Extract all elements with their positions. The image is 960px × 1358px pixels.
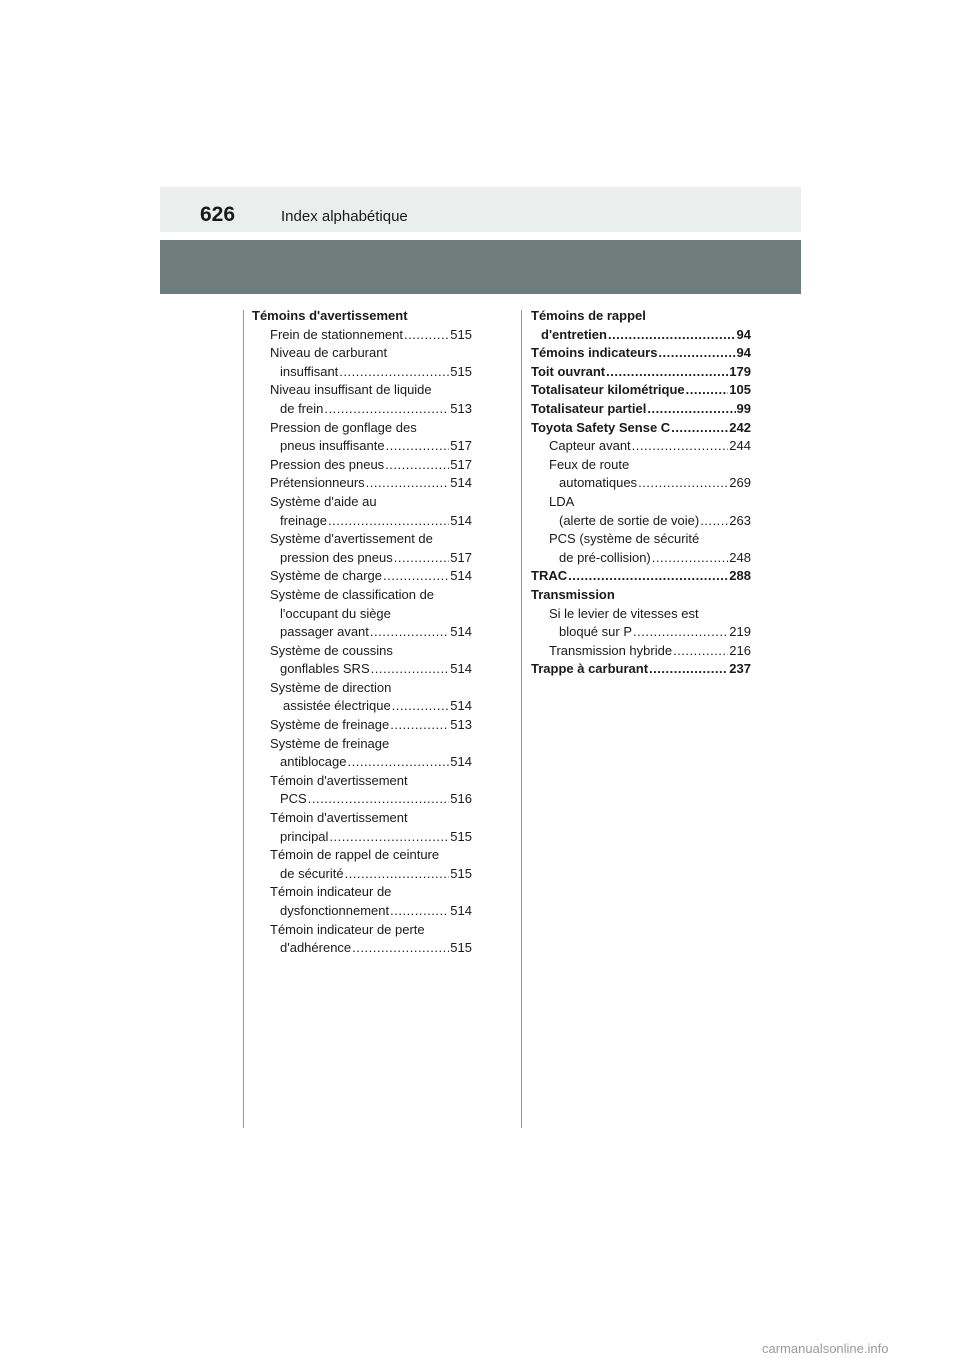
index-entry-page: 105 <box>729 382 751 398</box>
index-entry <box>252 605 472 624</box>
section-title: Index alphabétique <box>281 208 408 225</box>
index-entry <box>531 344 751 363</box>
index-entry <box>252 363 472 382</box>
index-entry <box>531 307 751 326</box>
index-entry <box>252 902 472 921</box>
dot-leader <box>568 567 728 586</box>
dot-leader <box>385 456 449 475</box>
index-entry-text: Frein de stationnement <box>270 326 403 342</box>
index-entry-text: Totalisateur partiel <box>531 400 647 416</box>
index-entry-text: Système de charge <box>270 568 383 584</box>
index-entry <box>252 679 472 698</box>
index-entry <box>252 456 472 475</box>
dot-leader <box>308 790 450 809</box>
index-entry-text: passager avant <box>280 624 369 640</box>
index-entry <box>252 753 472 772</box>
dot-leader <box>339 363 449 382</box>
index-entry-text: Système d'avertissement de <box>270 531 433 547</box>
dot-leader <box>404 326 449 345</box>
index-entry-text: Système de direction <box>270 679 392 695</box>
index-entry-text: principal <box>280 828 329 844</box>
page-number: 626 <box>200 203 236 226</box>
dot-leader <box>324 400 449 419</box>
index-entry-page: 248 <box>729 549 751 565</box>
index-entry-text: PCS (système de sécurité <box>549 531 700 547</box>
index-entry-text: Témoins d'avertissement <box>252 308 408 323</box>
index-entry <box>531 493 751 512</box>
index-entry-page: 219 <box>729 624 751 640</box>
index-entry <box>252 381 472 400</box>
index-entry <box>531 474 751 493</box>
index-entry <box>531 456 751 475</box>
dot-leader <box>383 567 449 586</box>
index-entry-page: 244 <box>729 438 751 454</box>
index-entry <box>252 400 472 419</box>
index-entry-text: Système de freinage <box>270 717 390 733</box>
index-entry <box>252 772 472 791</box>
index-entry <box>531 642 751 661</box>
index-entry <box>252 419 472 438</box>
index-entry-page: 269 <box>729 475 751 491</box>
header-bar <box>160 187 801 232</box>
dot-leader <box>673 642 728 661</box>
index-entry <box>531 363 751 382</box>
index-entry <box>252 586 472 605</box>
index-entry-text: pneus insuffisante <box>280 438 385 454</box>
middle-column-rule <box>521 310 522 1128</box>
index-entry-text: dysfonctionnement <box>280 903 390 918</box>
index-entry-text: antiblocage <box>280 754 347 770</box>
dot-leader <box>386 437 450 456</box>
index-entry <box>252 326 472 345</box>
index-entry-text: Niveau de carburant <box>270 345 388 361</box>
index-entry-text: Témoin de rappel de ceinture <box>270 847 440 863</box>
index-entry <box>252 846 472 865</box>
dot-leader <box>671 419 728 438</box>
index-entry <box>252 642 472 661</box>
index-entry-text: Toyota Safety Sense C <box>531 419 671 435</box>
index-entry-page: 514 <box>450 624 472 640</box>
index-entry-text: Pression des pneus <box>270 456 385 472</box>
dot-leader <box>658 344 735 363</box>
index-entry <box>531 419 751 438</box>
index-entry-text: Totalisateur kilométrique <box>531 382 685 398</box>
index-entry <box>252 567 472 586</box>
index-entry-text: Capteur avant <box>549 438 631 454</box>
index-entry <box>531 549 751 568</box>
index-entry <box>252 735 472 754</box>
index-entry <box>531 512 751 531</box>
index-entry-page: 514 <box>450 475 472 491</box>
index-entry-text: freinage <box>280 512 327 528</box>
index-entry-page: 514 <box>450 698 472 714</box>
index-entry-text: bloqué sur P <box>559 624 632 640</box>
index-entry <box>252 939 472 958</box>
index-entry-text: Témoin indicateur de <box>270 884 392 900</box>
index-entry-page: 237 <box>729 661 751 677</box>
index-entry-page: 513 <box>450 400 472 416</box>
index-entry-text: Système d'aide au <box>270 493 377 509</box>
index-entry-text: Témoins de rappel <box>531 308 646 323</box>
index-entry-text: TRAC <box>531 568 568 584</box>
index-entry <box>531 623 751 642</box>
index-entry-page: 263 <box>729 512 751 528</box>
index-entry-page: 514 <box>450 568 472 584</box>
index-entry <box>252 623 472 642</box>
index-entry-text: Toit ouvrant <box>531 363 606 379</box>
index-entry-text: Témoin d'avertissement <box>270 810 408 826</box>
index-entry-text: Feux de route <box>549 456 630 472</box>
index-entry-page: 514 <box>450 754 472 770</box>
index-entry <box>252 697 472 716</box>
index-entry-text: assistée électrique <box>283 698 391 714</box>
index-entry <box>252 474 472 493</box>
index-entry-page: 515 <box>450 326 472 342</box>
dot-leader <box>608 326 736 345</box>
index-entry-page: 514 <box>450 661 472 677</box>
index-entry-text: Trappe à carburant <box>531 661 649 677</box>
index-entry <box>531 381 751 400</box>
index-entry-text: l'occupant du siège <box>280 605 391 621</box>
dot-leader <box>366 474 450 493</box>
index-entry-text: (alerte de sortie de voie) <box>559 512 700 528</box>
index-entry <box>252 530 472 549</box>
dot-leader <box>686 381 729 400</box>
index-entry <box>531 605 751 624</box>
index-entry <box>252 865 472 884</box>
dot-leader <box>392 697 450 716</box>
index-entry-text: Prétensionneurs <box>270 475 365 491</box>
index-entry <box>531 326 751 345</box>
dot-leader <box>329 828 449 847</box>
index-entry-page: 99 <box>736 400 751 416</box>
index-entry-text: Témoin d'avertissement <box>270 772 408 788</box>
index-entry-text: Si le levier de vitesses est <box>549 605 699 621</box>
index-entry <box>252 307 472 326</box>
index-entry-page: 517 <box>450 438 472 454</box>
dot-leader <box>390 716 449 735</box>
index-entry-text: de frein <box>280 400 324 416</box>
index-entry-page: 179 <box>729 363 751 379</box>
index-entry-page: 514 <box>450 512 472 528</box>
index-entry <box>252 790 472 809</box>
index-entry <box>531 400 751 419</box>
index-entry-page: 516 <box>450 791 472 807</box>
dot-leader <box>390 902 449 921</box>
dot-leader <box>633 623 728 642</box>
index-entry-page: 94 <box>736 345 751 361</box>
index-entry-text: d'adhérence <box>280 940 352 956</box>
dot-leader <box>652 549 729 568</box>
index-entry <box>252 660 472 679</box>
index-entry-text: Système de classification de <box>270 586 435 602</box>
index-entry <box>252 809 472 828</box>
dot-leader <box>700 512 728 531</box>
index-entry-text: de sécurité <box>280 865 344 881</box>
dot-leader <box>371 660 450 679</box>
index-entry-page: 288 <box>729 568 751 584</box>
index-entry-text: Témoin indicateur de perte <box>270 921 425 937</box>
index-entry <box>252 344 472 363</box>
index-column-left <box>252 307 472 958</box>
index-entry <box>531 660 751 679</box>
index-entry <box>531 567 751 586</box>
dot-leader <box>638 474 728 493</box>
index-entry-text: pression des pneus <box>280 549 393 565</box>
index-entry-text: Transmission <box>531 586 615 602</box>
index-entry-page: 515 <box>450 363 472 379</box>
index-entry-text: d'entretien <box>541 326 607 342</box>
index-entry-text: Témoins indicateurs <box>531 345 658 361</box>
index-entry <box>252 716 472 735</box>
dot-leader <box>394 549 450 568</box>
index-entry <box>531 530 751 549</box>
index-entry-page: 515 <box>450 828 472 844</box>
index-entry-text: Niveau insuffisant de liquide <box>270 382 432 398</box>
index-entry-text: gonflables SRS <box>280 661 370 677</box>
index-entry-text: PCS <box>280 791 307 807</box>
index-entry-text: automatiques <box>559 475 638 491</box>
index-entry <box>531 586 751 605</box>
watermark: carmanualsonline.info <box>762 1341 889 1356</box>
index-entry <box>252 493 472 512</box>
index-entry-page: 514 <box>450 903 472 918</box>
index-entry-text: Système de freinage <box>270 735 390 751</box>
dot-leader <box>632 437 729 456</box>
dot-leader <box>348 753 450 772</box>
index-entry <box>252 883 472 902</box>
dot-leader <box>649 660 728 679</box>
index-entry-page: 515 <box>450 940 472 956</box>
index-column-right <box>531 307 751 679</box>
dot-leader <box>647 400 735 419</box>
index-entry-page: 517 <box>450 549 472 565</box>
index-entry <box>252 828 472 847</box>
index-entry-page: 517 <box>450 456 472 472</box>
index-entry-page: 216 <box>729 642 751 658</box>
index-entry-text: de pré-collision) <box>559 549 651 565</box>
dot-leader <box>352 939 449 958</box>
header-band <box>160 240 801 294</box>
index-entry-text: Système de coussins <box>270 642 393 658</box>
index-entry-text: insuffisant <box>280 363 339 379</box>
index-entry-page: 513 <box>450 717 472 733</box>
dot-leader <box>370 623 449 642</box>
index-entry-text: LDA <box>549 493 575 509</box>
dot-leader <box>345 865 450 884</box>
dot-leader <box>328 512 449 531</box>
index-entry-text: Transmission hybride <box>549 642 673 658</box>
index-entry-page: 515 <box>450 865 472 881</box>
dot-leader <box>606 363 728 382</box>
index-entry <box>252 512 472 531</box>
index-entry <box>531 437 751 456</box>
left-column-rule <box>243 310 244 1128</box>
index-entry-page: 94 <box>736 326 751 342</box>
index-entry-page: 242 <box>729 419 751 435</box>
index-entry <box>252 437 472 456</box>
index-entry-text: Pression de gonflage des <box>270 419 417 435</box>
index-entry <box>252 549 472 568</box>
index-entry <box>252 921 472 940</box>
